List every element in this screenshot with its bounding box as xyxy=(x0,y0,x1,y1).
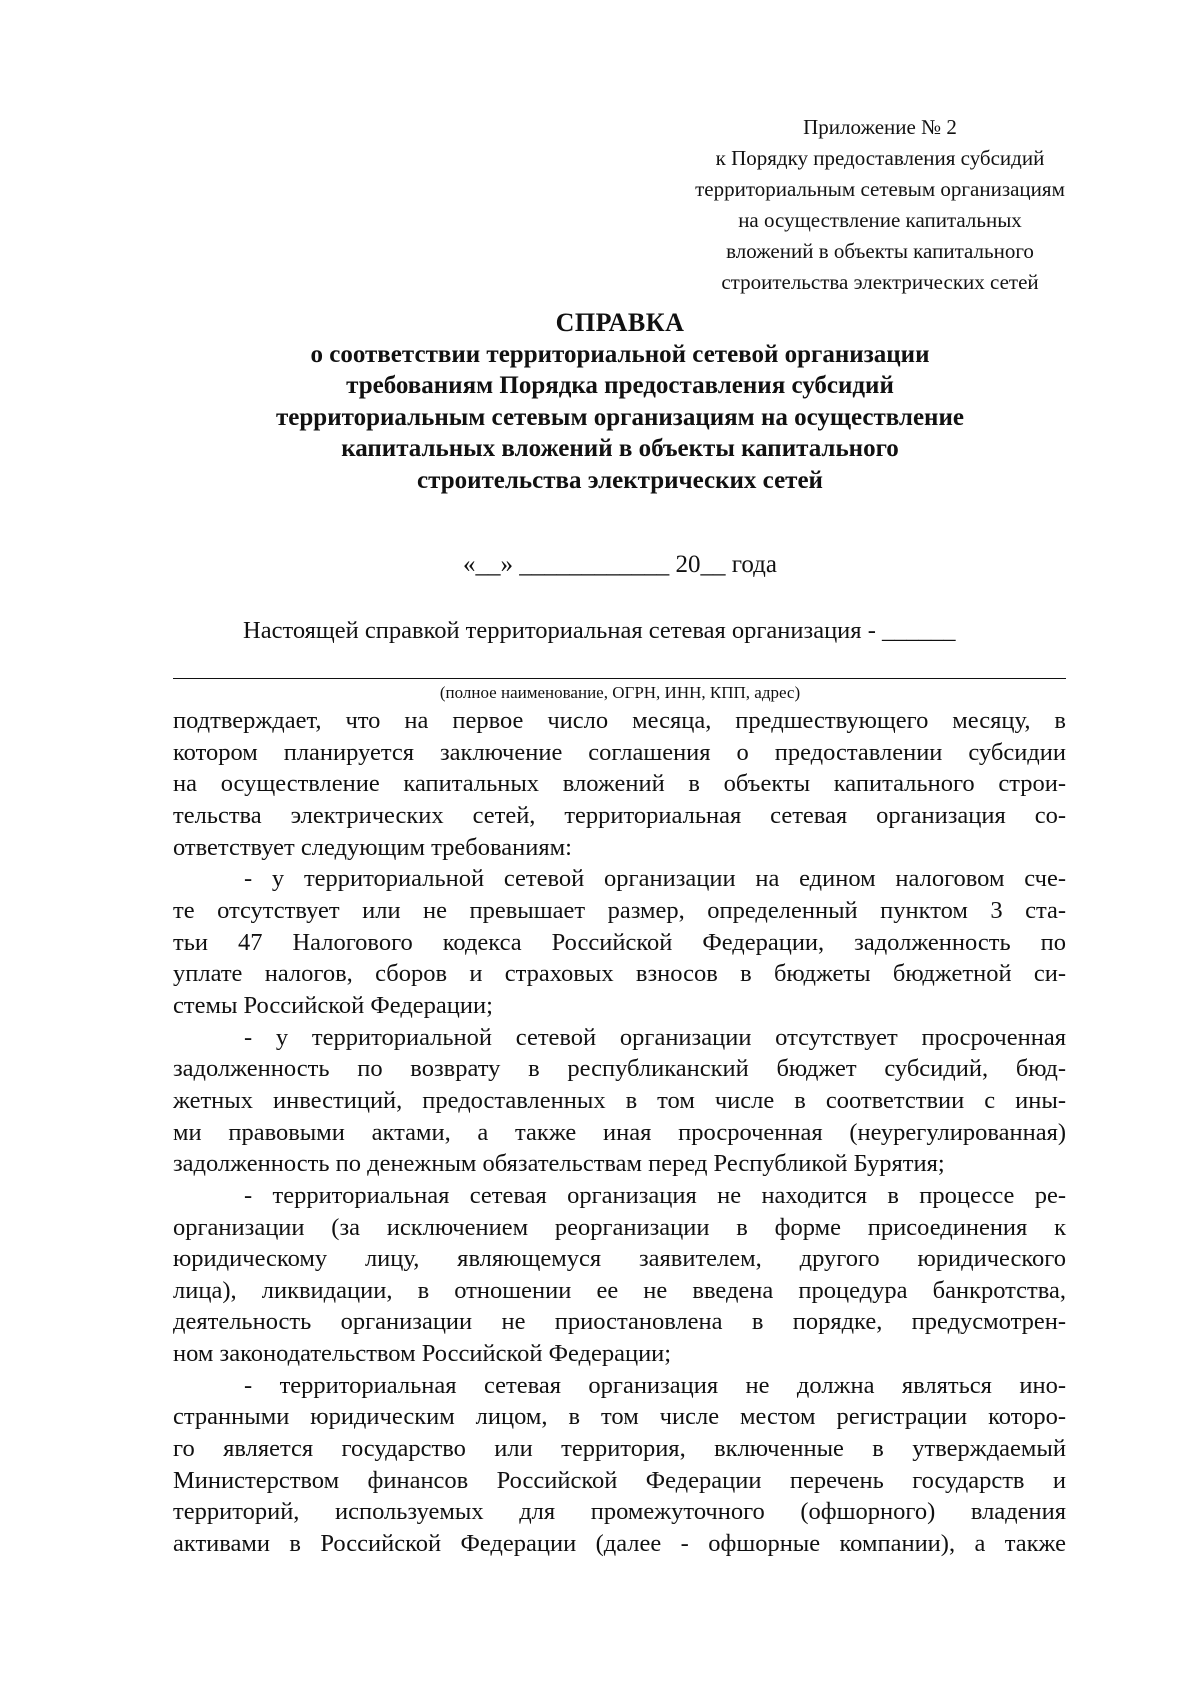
body-line: организации (за исключением реорганизации в форме присоединения к xyxy=(173,1213,1066,1241)
appendix-line: территориальным сетевым организациям xyxy=(695,177,1065,201)
body-line: подтверждает, что на первое число месяца, предшествующего месяцу, в xyxy=(173,707,1066,734)
body-line: - у территориальной сетевой организации отсутствует просроченная xyxy=(244,1023,1066,1051)
body-line: юридическому лицу, являющемуся заявителем, другого юридического xyxy=(173,1245,1066,1273)
body-line: тьи 47 Налогового кодекса Российской Федерации, задолженность по xyxy=(173,928,1066,956)
body-line: на осуществление капитальных вложений в объекты капитального строи- xyxy=(173,770,1066,798)
body-line: стемы Российской Федерации; xyxy=(173,991,493,1019)
body-line: уплате налогов, сборов и страховых взносов в бюджеты бюджетной си- xyxy=(173,960,1066,988)
body-line: задолженность по возврату в республиканский бюджет субсидий, бюд- xyxy=(173,1055,1066,1083)
body-line: - у территориальной сетевой организации на едином налоговом сче- xyxy=(244,865,1066,893)
appendix-line: Приложение № 2 xyxy=(803,115,957,139)
body-line: го является государство или территория, включенные в утверждаемый xyxy=(173,1435,1066,1463)
body-line: странными юридическим лицом, в том числе местом регистрации которо- xyxy=(173,1403,1066,1431)
appendix-line: на осуществление капитальных xyxy=(738,208,1022,232)
title-main: СПРАВКА xyxy=(555,308,685,337)
body-line: территорий, используемых для промежуточного (офшорного) владения xyxy=(173,1498,1066,1526)
body-line: - территориальная сетевая организация не должна являться ино- xyxy=(244,1371,1066,1399)
body-line: деятельность организации не приостановлена в порядке, предусмотрен- xyxy=(173,1308,1066,1336)
appendix-line: вложений в объекты капитального xyxy=(726,239,1034,263)
body-line: ном законодательством Российской Федерации; xyxy=(173,1340,672,1368)
title-line: территориальным сетевым организациям на осуществление xyxy=(276,403,964,431)
field-caption: (полное наименование, ОГРН, ИНН, КПП, адрес) xyxy=(439,683,801,702)
document-body xyxy=(173,705,1066,1560)
title-line: строительства электрических сетей xyxy=(417,466,823,494)
title-line: требованиям Порядка предоставления субсидий xyxy=(346,372,894,400)
appendix-line: к Порядку предоставления субсидий xyxy=(715,146,1045,170)
body-line: ответствует следующим требованиям: xyxy=(173,833,572,861)
body-line: лица), ликвидации, в отношении ее не введена процедура банкротства, xyxy=(173,1276,1066,1304)
document-title xyxy=(170,307,1070,497)
body-line: тельства электрических сетей, территориальная сетевая организация со- xyxy=(173,801,1066,829)
body-line: Министерством финансов Российской Федерации перечень государств и xyxy=(173,1466,1066,1494)
body-line: те отсутствует или не превышает размер, определенный пунктом 3 ста- xyxy=(173,896,1066,924)
body-line: задолженность по денежным обязательствам перед Республикой Бурятия; xyxy=(173,1150,945,1178)
title-line: капитальных вложений в объекты капитального xyxy=(341,435,899,463)
body-line: активами в Российской Федерации (далее - офшорные компании), а также xyxy=(173,1530,1066,1558)
title-line: о соответствии территориальной сетевой организации xyxy=(310,340,930,368)
date-line: «__» ____________ 20__ года xyxy=(463,551,777,578)
appendix-line: строительства электрических сетей xyxy=(721,270,1039,294)
body-line: жетных инвестиций, предоставленных в том числе в соответствии с ины- xyxy=(173,1086,1066,1114)
fill-in-line xyxy=(173,678,1066,679)
body-line: котором планируется заключение соглашения о предоставлении субсидии xyxy=(173,738,1066,766)
body-line: - территориальная сетевая организация не находится в процессе ре- xyxy=(244,1181,1066,1209)
body-line: ми правовыми актами, а также иная просроченная (неурегулированная) xyxy=(173,1118,1066,1146)
intro-line: Настоящей справкой территориальная сетевая организация - ______ xyxy=(243,617,956,644)
appendix-header xyxy=(680,112,1080,298)
